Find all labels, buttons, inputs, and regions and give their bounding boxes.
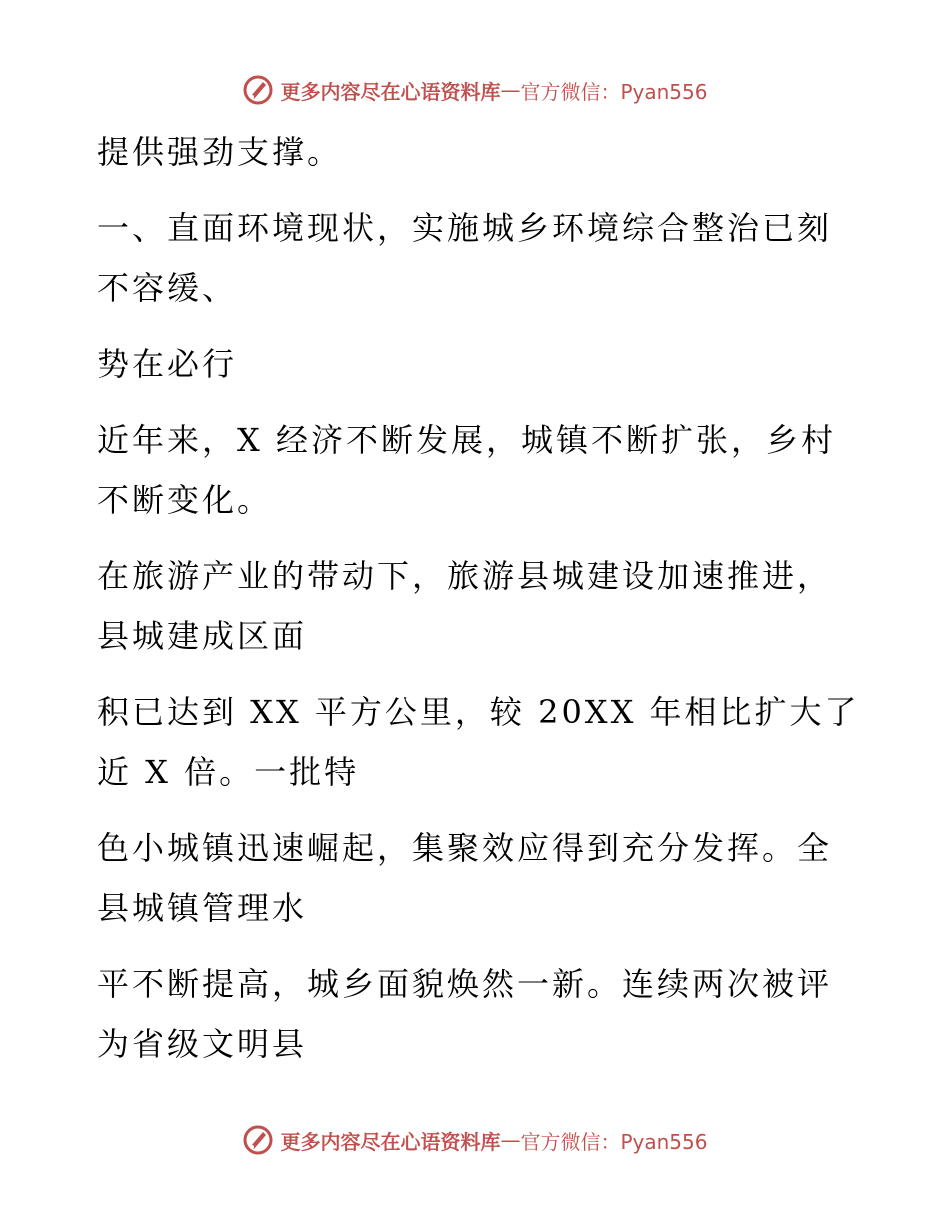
footer-banner — [0, 1120, 950, 1160]
text-line: 积已达到 XX 平方公里，较 20XX 年相比扩大了 — [97, 693, 860, 731]
text-line: 提供强劲支撑。 — [97, 133, 343, 171]
text-line: 县城建成区面 — [97, 617, 308, 655]
footer-wechat-text: 官方微信：Pyan556 — [520, 1129, 708, 1154]
header-brand-text: 更多内容尽在心语资料库 — [280, 79, 501, 104]
header-separator: — — [500, 78, 521, 102]
header-wechat-text: 官方微信：Pyan556 — [520, 79, 708, 104]
header-banner — [0, 70, 950, 110]
brand-logo-icon — [242, 1124, 274, 1156]
text-line: 色小城镇迅速崛起，集聚效应得到充分发挥。全 — [97, 829, 833, 867]
text-line: 县城镇管理水 — [97, 889, 308, 927]
document-body — [97, 122, 860, 1074]
text-line: 平不断提高，城乡面貌焕然一新。连续两次被评 — [97, 965, 833, 1003]
text-line: 近 X 倍。一批特 — [97, 753, 360, 791]
text-line: 一、直面环境现状，实施城乡环境综合整治已刻 — [97, 209, 833, 247]
brand-logo-icon — [242, 74, 274, 106]
text-line: 不断变化。 — [97, 481, 273, 519]
text-line: 不容缓、 — [97, 269, 238, 307]
footer-separator: — — [500, 1128, 521, 1152]
text-line: 在旅游产业的带动下，旅游县城建设加速推进， — [97, 557, 833, 595]
text-line: 势在必行 — [97, 345, 238, 383]
footer-brand-text: 更多内容尽在心语资料库 — [280, 1129, 501, 1154]
text-line: 为省级文明县 — [97, 1025, 308, 1063]
text-line: 近年来，X 经济不断发展，城镇不断扩张，乡村 — [97, 421, 836, 459]
